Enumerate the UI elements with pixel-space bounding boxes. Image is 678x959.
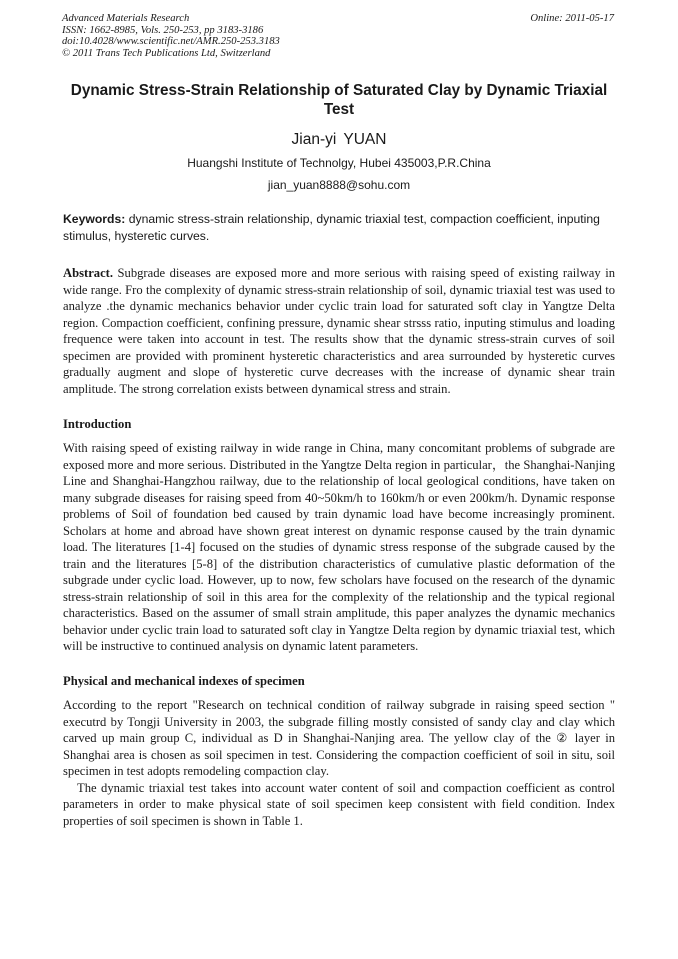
physical-paragraph-2: The dynamic triaxial test takes into account water content of soil and compaction coefficient as control parameters in order to make physical state of soil specimen keep consistent with field condition. Index properties of soil specimen is shown in Table 1. <box>63 780 615 828</box>
copyright-line: © 2011 Trans Tech Publications Ltd, Switzerland <box>62 47 271 59</box>
keywords-block <box>63 211 615 245</box>
keywords-text: dynamic stress-strain relationship, dynamic triaxial test, compaction coefficient, inputing stimulus, hysteretic curves. <box>63 212 600 243</box>
abstract-label: Abstract. <box>63 266 114 280</box>
author-affiliation: Huangshi Institute of Technolgy, Hubei 435003,P.R.China <box>187 156 491 170</box>
paper-title: Dynamic Stress-Strain Relationship of Saturated Clay by Dynamic Triaxial Test <box>70 82 608 118</box>
introduction-paragraph: With raising speed of existing railway in wide range in China, many concomitant problems of subgrade are exposed more and more serious. Distributed in the Yangtze Delta region in particular，the Shanghai-Nanjing Line and Shanghai-Hangzhou railway, due to the relationship of local geological conditions, have taken on many subgrade diseases for raising speed from 40~50km/h to 160km/h or even 200km/h. Dynamic response problems of Soil of foundation bed caused by train dynamic load have become increasingly prominent. Scholars at home and abroad have shown great interest on dynamic response caused by the train dynamic load. The literatures [1-4] focused on the studies of dynamic stress response of the subgrade caused by the train and the literatures [5-8] of the distribution characteristics of cumulative plastic deformation of the subgrade under cyclic load. However, up to now, few scholars have focused on the research of the dynamic stress-strain relationship of soil in this area for the complexity of the relationship and the typical regional characteristics. Based on the assumer of small strain amplitude, this paper analyzes the dynamic mechanics behavior under cyclic train load to saturated soft clay in Yangtze Delta region by dynamic triaxial test, which will be instructive to continued analysis on dynamic latent parameters. <box>63 441 615 653</box>
abstract-block <box>63 265 615 397</box>
author-name: Jian-yi YUAN <box>291 131 387 148</box>
journal-header <box>62 13 280 59</box>
keywords-label: Keywords: <box>63 212 126 226</box>
physical-paragraph-1: According to the report "Research on technical condition of railway subgrade in raising speed section " executrd by Tongji University in 2003, the subgrade filling mostly consisted of sandy clay and clay which carved up main group C, individual as D in Shanghai-Nanjing area. The yellow clay of the ② layer in Shanghai area is chosen as soil specimen in test. Considering the compaction coefficient of soil in situ, soil specimen in test adopts remodeling compaction clay. <box>63 698 615 778</box>
journal-name: Advanced Materials Research <box>62 13 190 24</box>
issn-line: ISSN: 1662-8985, Vols. 250-253, pp 3183-3186 <box>62 24 264 36</box>
physical-text <box>63 697 615 829</box>
author-email: jian_yuan8888@sohu.com <box>267 178 411 192</box>
abstract-text: Subgrade diseases are exposed more and more serious with raising speed of existing railway in wide range. Fro the complexity of dynamic stress-strain relationship of soil, dynamic triaxial test was used to analyze .the dynamic mechanics behavior under cyclic train load for saturated soft clay in Yangtze Delta region. Compaction coefficient, confining pressure, dynamic shear strsss ratio, inputing stimulus and loading frequence were taken into account in test. The results show that the dynamic stress-strain curves of soil specimen are provided with prominent hysteretic characteristics and area surrounded by hysteretic curves gradually augment and slope of hysteretic curve decreases with the increase of dynamic shear train amplitude. The strong correlation exists between dynamical stress and strain. <box>63 266 615 396</box>
introduction-text <box>63 440 615 655</box>
online-date: Online: 2011-05-17 <box>530 13 614 24</box>
physical-heading: Physical and mechanical indexes of specimen <box>63 674 305 688</box>
introduction-heading: Introduction <box>63 417 132 431</box>
doi-line: doi:10.4028/www.scientific.net/AMR.250-253.3183 <box>62 36 280 47</box>
